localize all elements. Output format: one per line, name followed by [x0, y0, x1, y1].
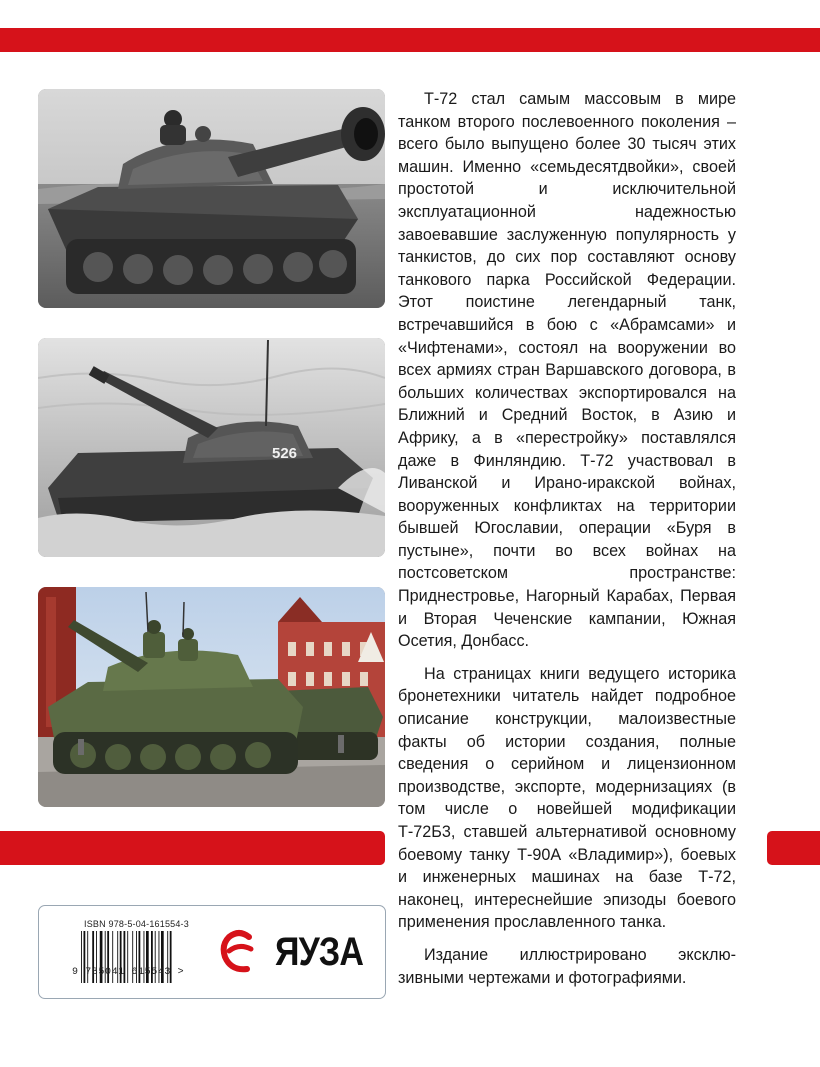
tank-photo-1: [38, 89, 385, 308]
annotation-text: [398, 88, 736, 999]
isbn-label: ISBN 978-5-04-161554-3: [84, 919, 189, 929]
yauza-logo: ЯУЗА: [275, 930, 364, 974]
right-red-tab: [767, 831, 820, 865]
barcode-publisher-box: [38, 905, 386, 999]
turret-number: 526: [272, 445, 298, 462]
paragraph-2: На страницах книги ведущего историка бронетехники читатель найдет подробное описание конструкции, малоизвестные факты об истории создания, полные сведения о серийном и лицензионном производстве, экспорте, модернизациях (в том числе о новейшей модификации Т-72Б3, ставшей альтернативой основному боевому танку Т-90А «Владимир»), боевых и инженерных машинах на базе Т-72, наконец, интереснейшие эпизоды боевого применения прославленного танка.: [398, 664, 736, 932]
eksmo-e-icon: [219, 927, 259, 975]
paragraph-1: Т-72 стал самым массовым в мире танком второго послевоенного поколения – всего было выпущено более 30 тысяч этих машин. Именно «семьдесятдвойки», своей простотой и исключительной эксплуатационной надежностью завоевавшие заслуженную популярность у танкистов, до сих пор составляют основу танкового парка Российской Федерации. Этот поистине легендарный танк, встречавшийся в бою с «Абрамсами» и «Чифтенами», состоял на вооружении во всех армиях стран Варшавского договора, в больших количествах экспортировался на Ближний и Средний Восток, в Азию и Африку, а в «перестройку» поставлялся даже в Финляндию. Т-72 участвовал в Ливанской и Ирано-иракской войнах, вооруженных конфликтах на территории бывшей Югославии, операции «Буря в пустыне», почти во всех войнах на постсоветском пространстве: Приднестровье, Нагорный Карабах, Первая и Вторая Чеченские кампании, Южная Осетия, Донбасс.: [398, 90, 736, 651]
paragraph-3: Издание иллюстрировано эксклюзивными чертежами и фотографиями.: [398, 945, 736, 987]
tank-photo-2: [38, 338, 385, 557]
top-red-band: [0, 28, 820, 52]
barcode-digits: 9 785041 615543 >: [72, 967, 185, 978]
left-red-band: [0, 831, 385, 865]
tank-photo-3-parade: [38, 587, 385, 807]
